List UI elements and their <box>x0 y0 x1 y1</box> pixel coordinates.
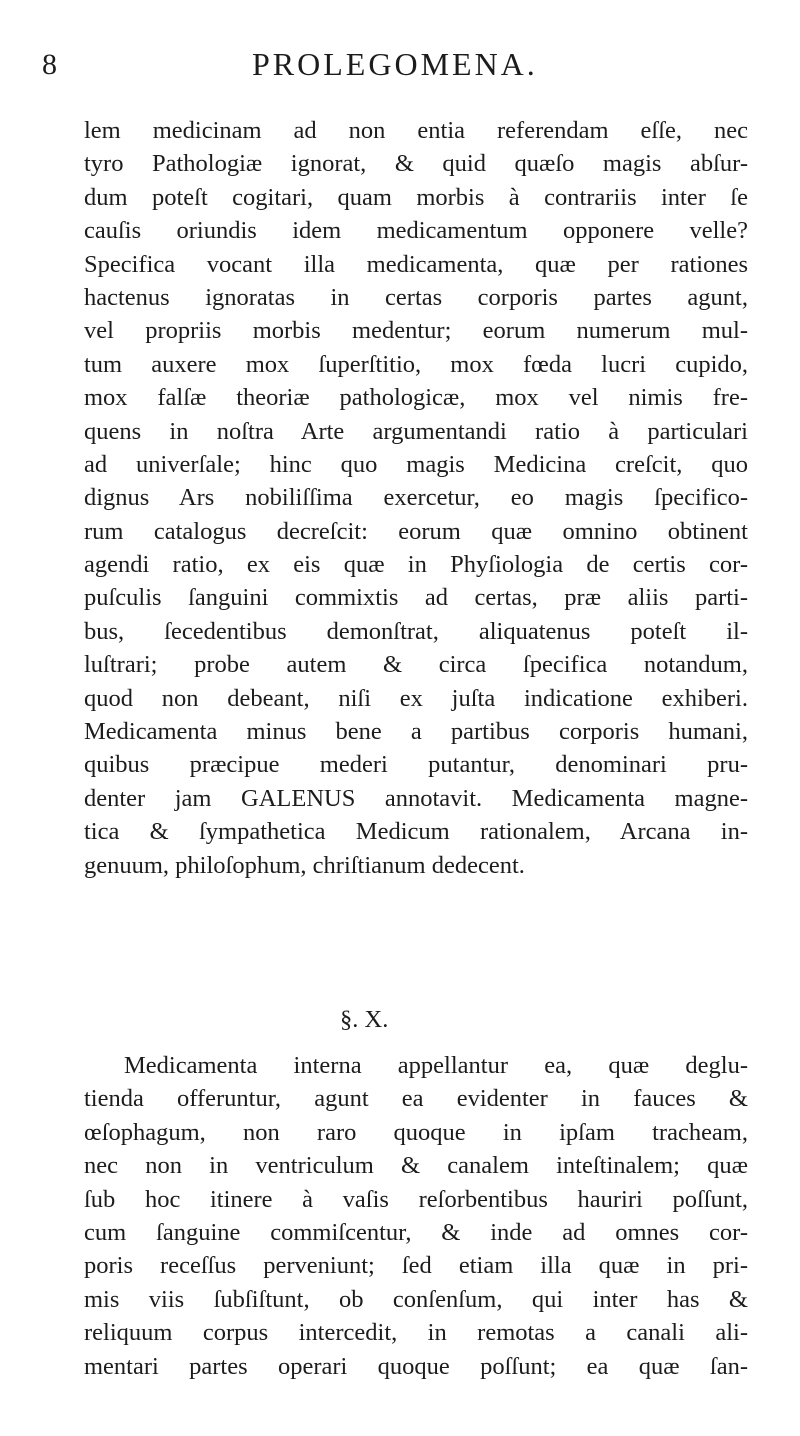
text-line: mentari partes operari quoque poſſunt; ea quæ ſan- <box>84 1352 748 1380</box>
text-line: mox falſæ theoriæ pathologicæ, mox vel nimis fre- <box>84 384 748 412</box>
text-line: nec non in ventriculum & canalem inteſtinalem; quæ <box>84 1152 748 1180</box>
text-line: quens in noſtra Arte argumentandi ratio à particulari <box>84 417 748 445</box>
text-line: denter jam GALENUS annotavit. Medicamenta magne- <box>84 784 748 812</box>
page-number: 8 <box>42 48 57 81</box>
text-line: dignus Ars nobiliſſima exercetur, eo magis ſpecifico- <box>84 484 748 512</box>
text-line: œſophagum, non raro quoque in ipſam tracheam, <box>84 1118 748 1146</box>
text-line: puſculis ſanguini commixtis ad certas, præ aliis parti- <box>84 584 748 612</box>
text-line: Specifica vocant illa medicamenta, quæ per rationes <box>84 250 748 278</box>
text-line: quod non debeant, niſi ex juſta indicatione exhiberi. <box>84 684 748 712</box>
text-line: Medicamenta minus bene a partibus corporis humani, <box>84 718 748 746</box>
text-line: ſub hoc itinere à vaſis reſorbentibus hauriri poſſunt, <box>84 1185 748 1213</box>
text-line: genuum, philoſophum, chriſtianum dedecent. <box>84 851 525 879</box>
text-line: reliquum corpus intercedit, in remotas a canali ali- <box>84 1319 748 1347</box>
text-line: Medicamenta interna appellantur ea, quæ deglu- <box>124 1052 748 1079</box>
text-line: cum ſanguine commiſcentur, & inde ad omnes cor- <box>84 1218 748 1246</box>
paragraph-2 <box>84 1049 748 1383</box>
text-line: ad univerſale; hinc quo magis Medicina creſcit, quo <box>84 450 748 478</box>
text-line: hactenus ignoratas in certas corporis partes agunt, <box>84 283 748 311</box>
text-line: tica & ſympathetica Medicum rationalem, Arcana in- <box>84 818 748 846</box>
paragraph-1 <box>84 114 748 882</box>
text-line: vel propriis morbis medentur; eorum numerum mul- <box>84 317 748 345</box>
text-line: poris receſſus perveniunt; ſed etiam illa quæ in pri- <box>84 1252 748 1280</box>
text-line: bus, ſecedentibus demonſtrat, aliquatenus poteſt il- <box>84 617 748 645</box>
text-line: quibus præcipue mederi putantur, denominari pru- <box>84 751 748 779</box>
text-line: lem medicinam ad non entia referendam eſſe, nec <box>84 117 748 144</box>
text-line: tyro Pathologiæ ignorat, & quid quæſo magis abſur- <box>84 150 748 178</box>
text-line: rum catalogus decreſcit: eorum quæ omnino obtinent <box>84 517 748 545</box>
running-title: PROLEGOMENA. <box>252 46 538 82</box>
text-line: luſtrari; probe autem & circa ſpecifica notandum, <box>84 651 748 679</box>
text-line: tienda offeruntur, agunt ea evidenter in fauces & <box>84 1085 748 1113</box>
text-line: tum auxere mox ſuperſtitio, mox fœda lucri cupido, <box>84 350 748 378</box>
section-heading: §. X. <box>340 1006 389 1033</box>
text-line: dum poteſt cogitari, quam morbis à contrariis inter ſe <box>84 183 748 211</box>
text-line: agendi ratio, ex eis quæ in Phyſiologia de certis cor- <box>84 551 748 579</box>
text-line: cauſis oriundis idem medicamentum opponere velle? <box>84 217 748 245</box>
page-header <box>42 44 742 88</box>
text-line: mis viis ſubſiſtunt, ob conſenſum, qui inter has & <box>84 1285 748 1313</box>
